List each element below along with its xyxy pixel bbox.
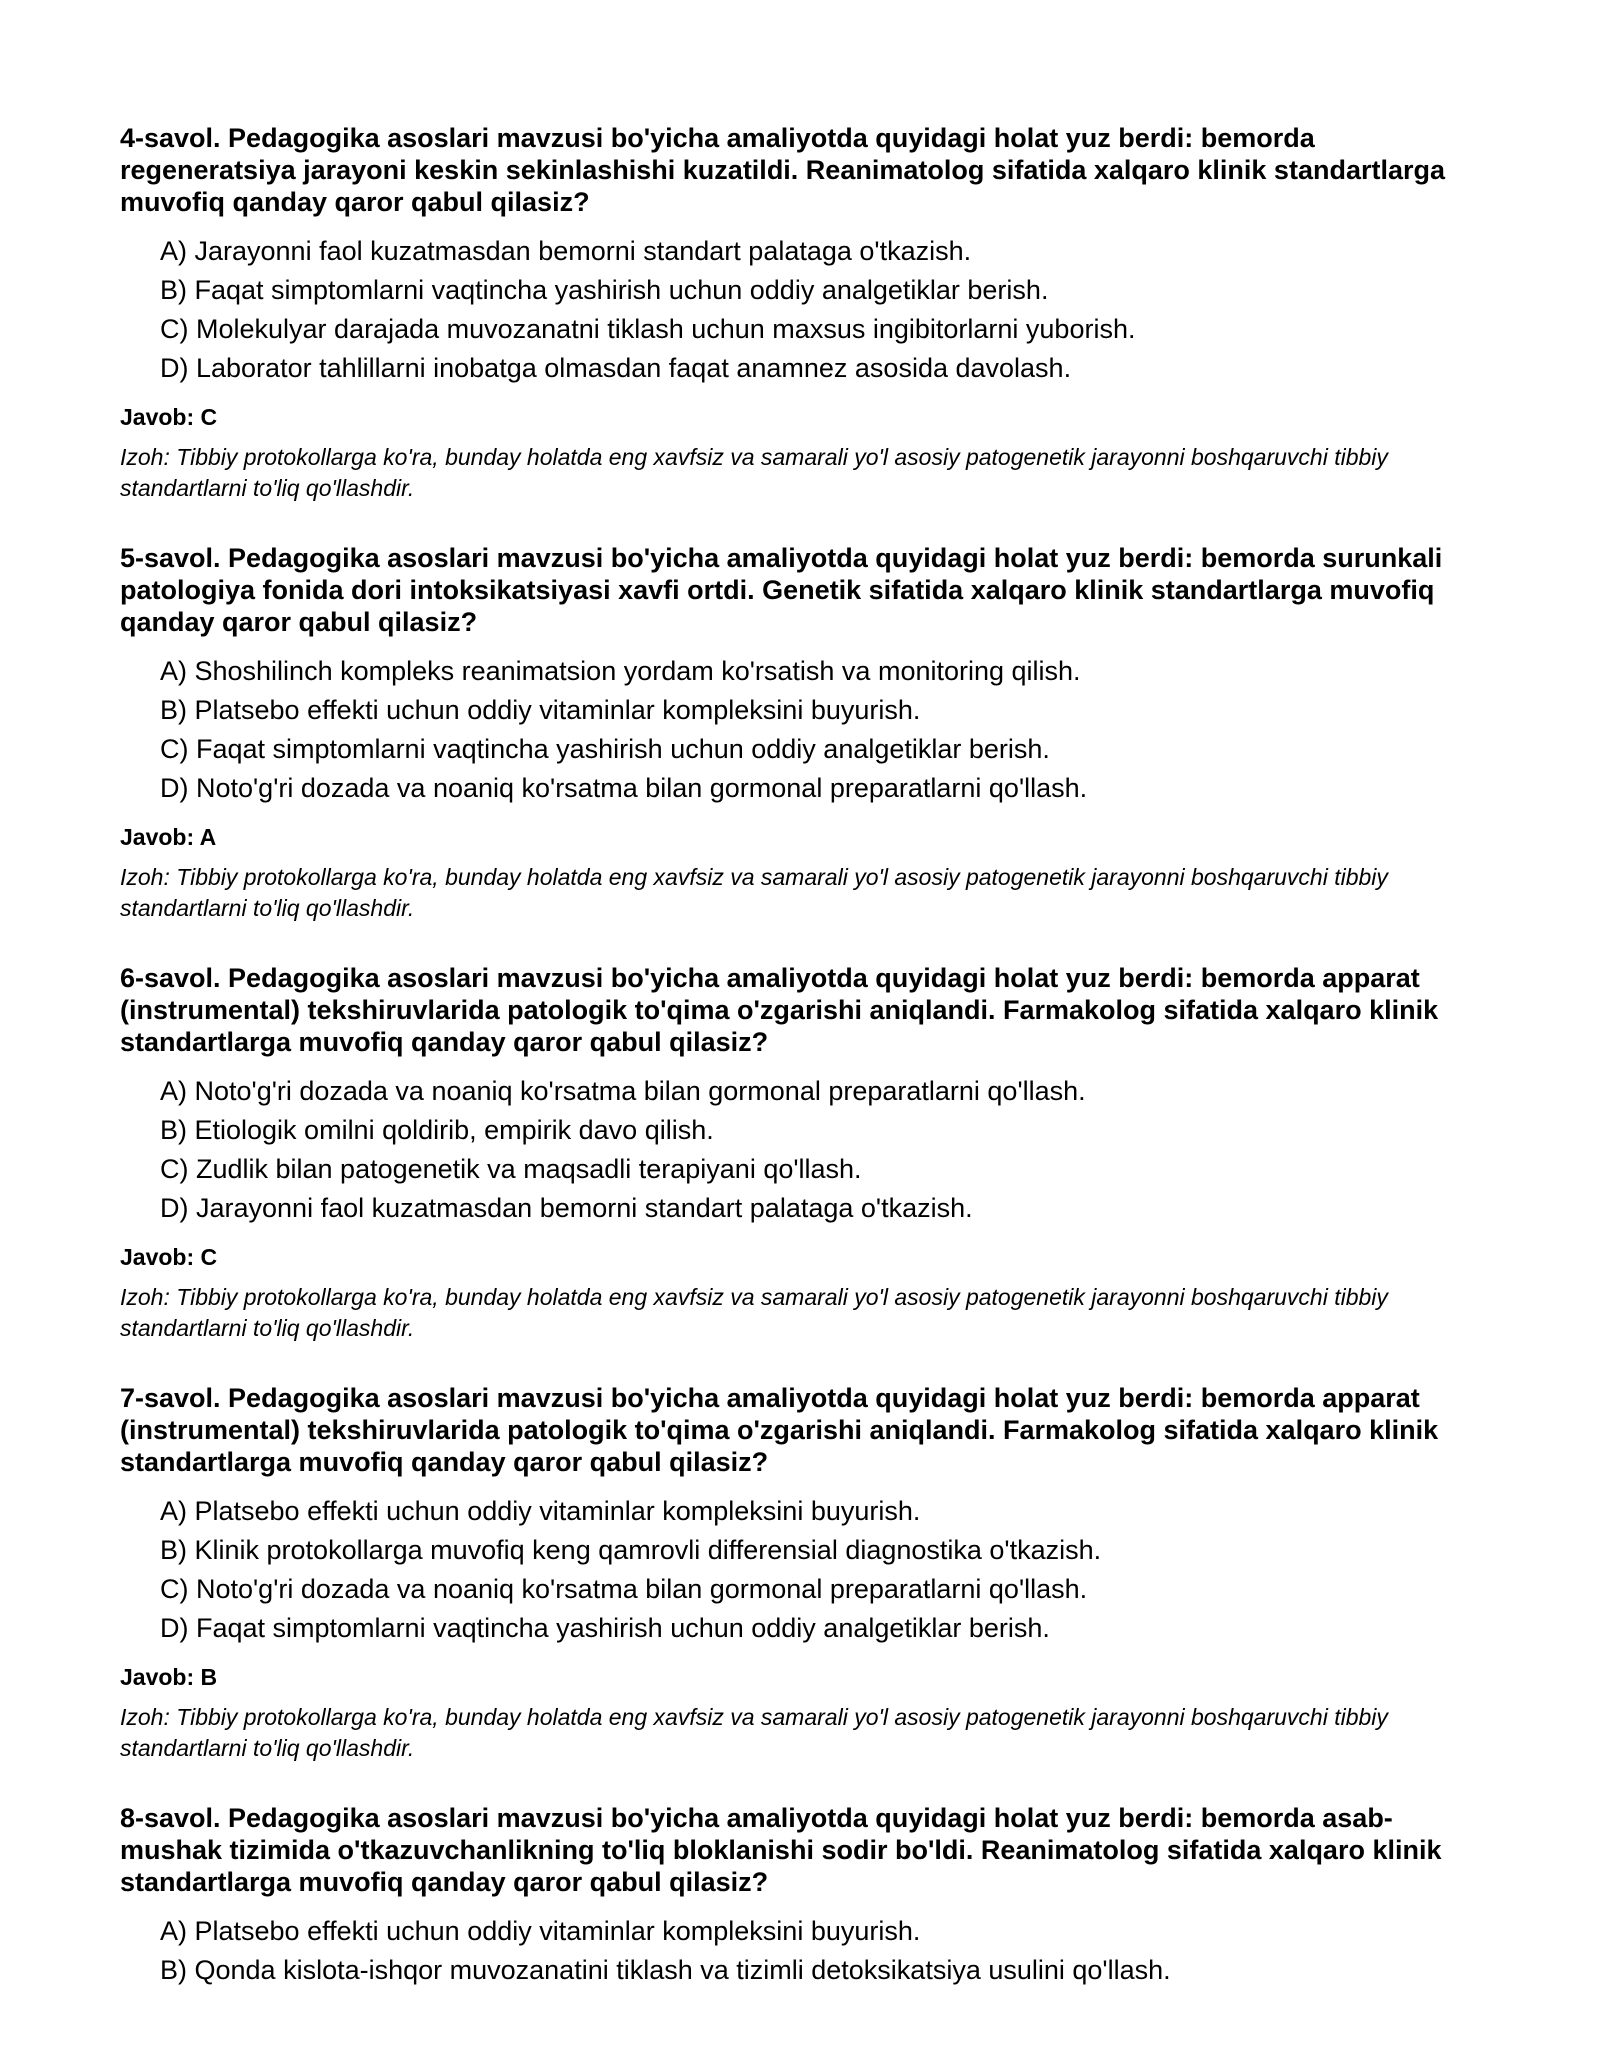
- question-title: 8-savol. Pedagogika asoslari mavzusi bo'yicha amaliyotda quyidagi holat yuz berdi: bemorda asab-mushak tizimida o'tkazuvchanlikning to'liq bloklanishi sodir bo'ldi. Reanimatolog sifatida xalqaro klinik standartlarga muvofiq qanday qaror qabul qilasiz?: [120, 1803, 1442, 1897]
- explanation-note: Izoh: Tibbiy protokollarga ko'ra, bunday holatda eng xavfsiz va samarali yo'l asosiy patogenetik jarayonni boshqaruvchi tibbiy standartlarni to'liq qo'llashdir.: [120, 864, 1388, 921]
- option-b: B) Klinik protokollarga muvofiq keng qamrovli differensial diagnostika o'tkazish.: [160, 1535, 1102, 1565]
- answer-label: Javob: C: [120, 404, 218, 430]
- option-d: D) Faqat simptomlarni vaqtincha yashirish uchun oddiy analgetiklar berish.: [160, 1613, 1050, 1643]
- option-a: A) Noto'g'ri dozada va noaniq ko'rsatma bilan gormonal preparatlarni qo'llash.: [160, 1076, 1086, 1106]
- option-c: C) Zudlik bilan patogenetik va maqsadli terapiyani qo'llash.: [160, 1154, 862, 1184]
- option-c: C) Faqat simptomlarni vaqtincha yashirish uchun oddiy analgetiklar berish.: [160, 734, 1050, 764]
- question-title: 7-savol. Pedagogika asoslari mavzusi bo'yicha amaliyotda quyidagi holat yuz berdi: bemorda apparat (instrumental) tekshiruvlarida patologik to'qima o'zgarishi aniqlandi. Farmakolog sifatida xalqaro klinik standartlarga muvofiq qanday qaror qabul qilasiz?: [120, 1383, 1439, 1477]
- explanation-note: Izoh: Tibbiy protokollarga ko'ra, bunday holatda eng xavfsiz va samarali yo'l asosiy patogenetik jarayonni boshqaruvchi tibbiy standartlarni to'liq qo'llashdir.: [120, 1704, 1388, 1761]
- question-title: 5-savol. Pedagogika asoslari mavzusi bo'yicha amaliyotda quyidagi holat yuz berdi: bemorda surunkali patologiya fonida dori intoksikatsiyasi xavfi ortdi. Genetik sifatida xalqaro klinik standartlarga muvofiq qanday qaror qabul qilasiz?: [120, 543, 1443, 637]
- answer-label: Javob: A: [120, 824, 217, 850]
- question-title: 6-savol. Pedagogika asoslari mavzusi bo'yicha amaliyotda quyidagi holat yuz berdi: bemorda apparat (instrumental) tekshiruvlarida patologik to'qima o'zgarishi aniqlandi. Farmakolog sifatida xalqaro klinik standartlarga muvofiq qanday qaror qabul qilasiz?: [120, 963, 1439, 1057]
- option-b: B) Qonda kislota-ishqor muvozanatini tiklash va tizimli detoksikatsiya usulini qo'llash.: [160, 1955, 1171, 1985]
- option-a: A) Platsebo effekti uchun oddiy vitaminlar kompleksini buyurish.: [160, 1916, 921, 1946]
- option-d: D) Jarayonni faol kuzatmasdan bemorni standart palataga o'tkazish.: [160, 1193, 973, 1223]
- option-a: A) Shoshilinch kompleks reanimatsion yordam ko'rsatish va monitoring qilish.: [160, 656, 1081, 686]
- question-title: 4-savol. Pedagogika asoslari mavzusi bo'yicha amaliyotda quyidagi holat yuz berdi: bemorda regeneratsiya jarayoni keskin sekinlashishi kuzatildi. Reanimatolog sifatida xalqaro klinik standartlarga muvofiq qanday qaror qabul qilasiz?: [120, 123, 1445, 217]
- option-d: D) Noto'g'ri dozada va noaniq ko'rsatma bilan gormonal preparatlarni qo'llash.: [160, 773, 1088, 803]
- option-a: A) Jarayonni faol kuzatmasdan bemorni standart palataga o'tkazish.: [160, 236, 972, 266]
- option-b: B) Etiologik omilni qoldirib, empirik davo qilish.: [160, 1115, 714, 1145]
- question-block: [120, 1382, 1480, 1764]
- option-c: C) Molekulyar darajada muvozanatni tiklash uchun maxsus ingibitorlarni yuborish.: [160, 314, 1136, 344]
- option-list: [160, 1072, 1480, 1228]
- document-page: [120, 122, 1480, 2028]
- option-list: [160, 1492, 1480, 1648]
- option-b: B) Faqat simptomlarni vaqtincha yashirish uchun oddiy analgetiklar berish.: [160, 275, 1049, 305]
- question-block: [120, 542, 1480, 924]
- answer-label: Javob: C: [120, 1244, 218, 1270]
- question-block: [120, 1802, 1480, 1990]
- answer-label: Javob: B: [120, 1664, 218, 1690]
- question-block: [120, 122, 1480, 504]
- option-a: A) Platsebo effekti uchun oddiy vitaminlar kompleksini buyurish.: [160, 1496, 921, 1526]
- explanation-note: Izoh: Tibbiy protokollarga ko'ra, bunday holatda eng xavfsiz va samarali yo'l asosiy patogenetik jarayonni boshqaruvchi tibbiy standartlarni to'liq qo'llashdir.: [120, 444, 1388, 501]
- question-block: [120, 962, 1480, 1344]
- option-b: B) Platsebo effekti uchun oddiy vitaminlar kompleksini buyurish.: [160, 695, 921, 725]
- option-list: [160, 652, 1480, 808]
- option-list: [160, 232, 1480, 388]
- option-list: [160, 1912, 1480, 1990]
- option-d: D) Laborator tahlillarni inobatga olmasdan faqat anamnez asosida davolash.: [160, 353, 1072, 383]
- explanation-note: Izoh: Tibbiy protokollarga ko'ra, bunday holatda eng xavfsiz va samarali yo'l asosiy patogenetik jarayonni boshqaruvchi tibbiy standartlarni to'liq qo'llashdir.: [120, 1284, 1388, 1341]
- option-c: C) Noto'g'ri dozada va noaniq ko'rsatma bilan gormonal preparatlarni qo'llash.: [160, 1574, 1088, 1604]
